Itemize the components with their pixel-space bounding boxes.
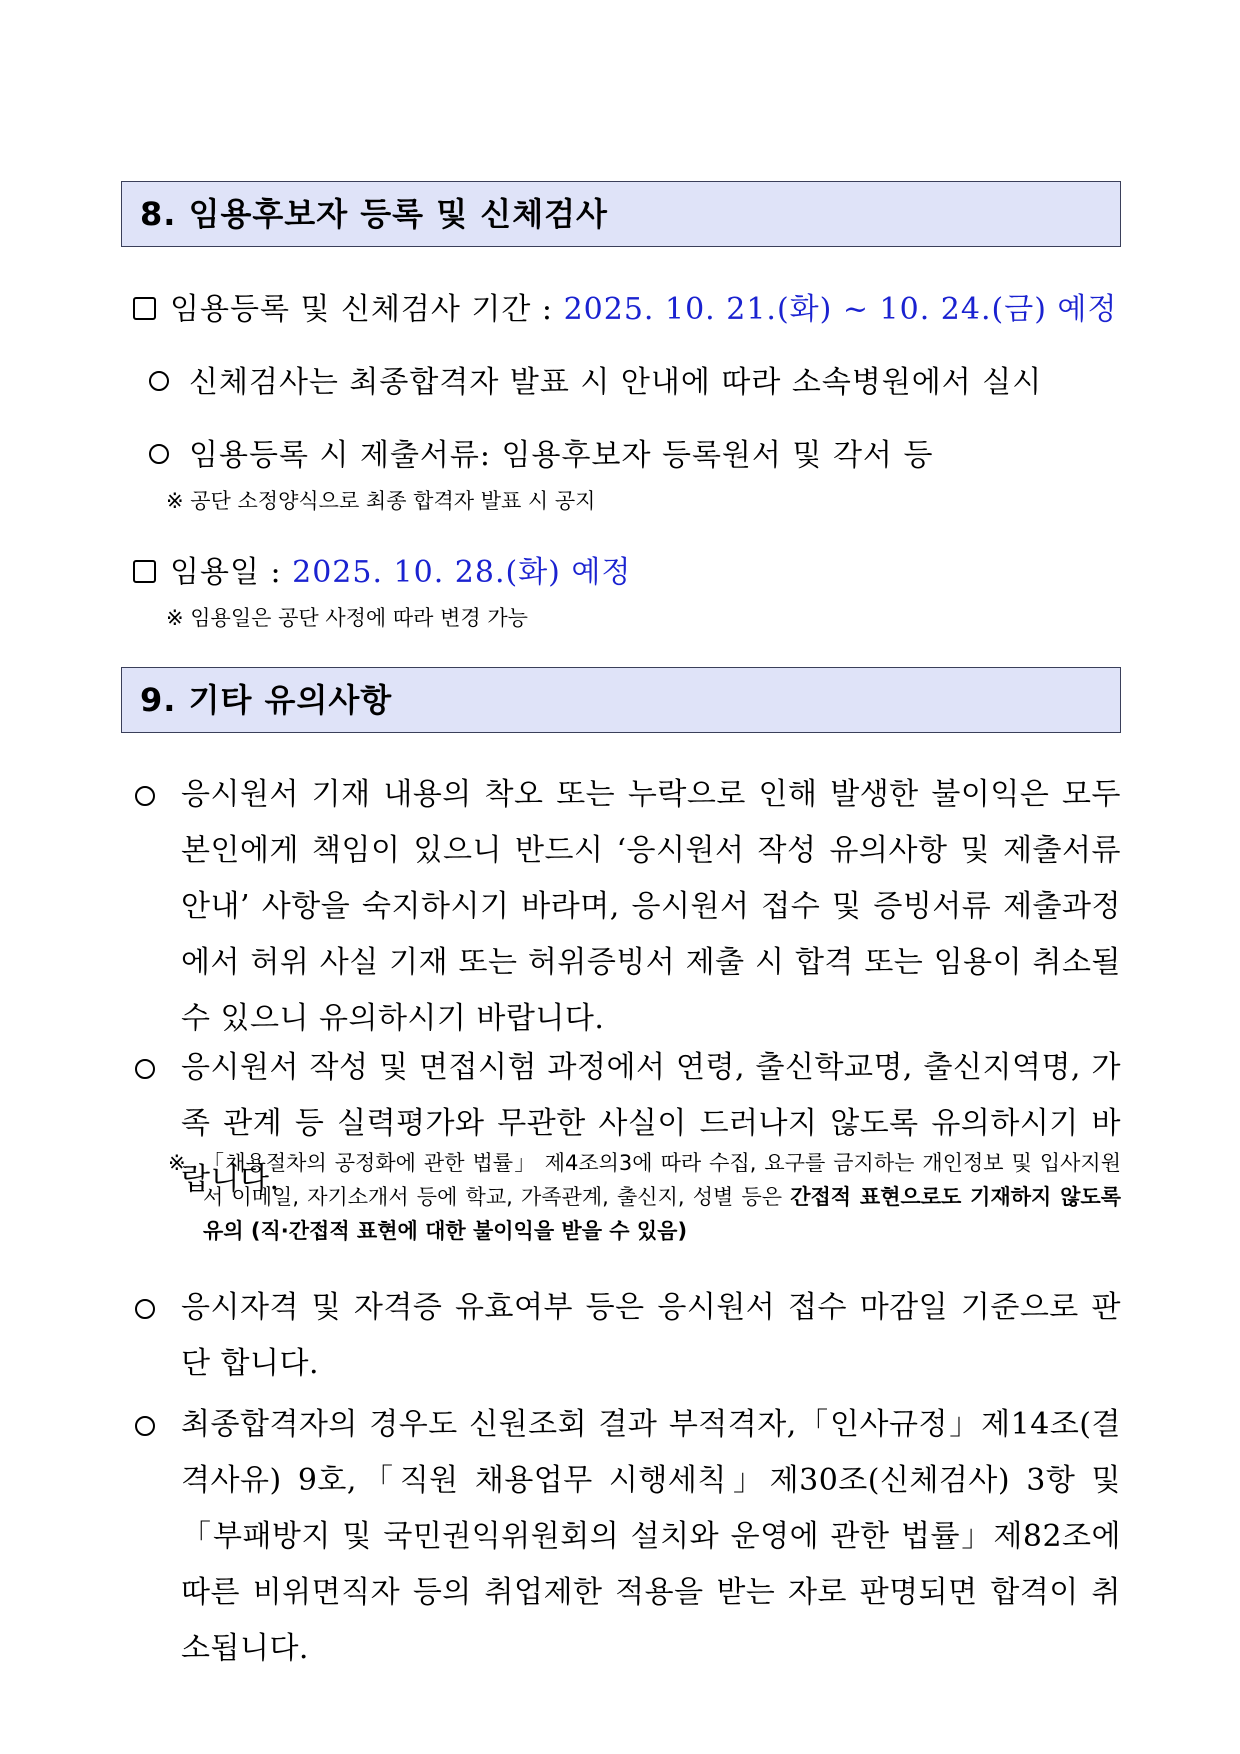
section-9-title: 9. 기타 유의사항 [140, 681, 393, 719]
period-label: 임용등록 및 신체검사 기간 : [170, 292, 564, 327]
notice-paragraph-4 [181, 1397, 1121, 1677]
appointment-period-item [133, 284, 1117, 328]
circle-bullet-icon [135, 1416, 155, 1436]
physical-exam-text: 신체검사는 최종합격자 발표 시 안내에 따라 소속병원에서 실시 [189, 365, 1043, 400]
square-bullet-icon [133, 297, 156, 320]
circle-bullet-icon [135, 1059, 155, 1079]
circle-bullet-icon [135, 786, 155, 806]
note-normal-text: 「채용절차의 공정화에 관한 법률」 제4조의3에 따라 수집, 요구를 금지하는 개인정보 및 입사지원서 이메일, 자기소개서 등에 학교, 가족관계, 출신지, 성별 등은 [203, 1151, 1121, 1209]
section-9-heading [121, 667, 1121, 733]
section-8-title: 8. 임용후보자 등록 및 신체검사 [140, 195, 608, 233]
notice-paragraph-3 [181, 1280, 1121, 1392]
circle-bullet-icon [135, 1299, 155, 1319]
documents-text: 임용등록 시 제출서류: 임용후보자 등록원서 및 각서 등 [189, 438, 934, 473]
physical-exam-item [149, 357, 1042, 401]
appointment-date-item [133, 547, 631, 591]
documents-item [149, 430, 933, 474]
appointment-label: 임용일 : [170, 555, 293, 590]
square-bullet-icon [133, 560, 156, 583]
period-value: 2025. 10. 21.(화) ~ 10. 24.(금) 예정 [563, 292, 1118, 327]
notice-note [168, 1146, 1121, 1248]
notice-text-3: 응시자격 및 자격증 유효여부 등은 응시원서 접수 마감일 기준으로 판단 합니다. [181, 1290, 1121, 1381]
circle-bullet-icon [149, 444, 169, 464]
section-8-heading [121, 181, 1121, 247]
circle-bullet-icon [149, 371, 169, 391]
note-mark: ※ [168, 1151, 186, 1175]
notice-text-1: 응시원서 기재 내용의 착오 또는 누락으로 인해 발생한 불이익은 모두 본인에게 책임이 있으니 반드시 ‘응시원서 작성 유의사항 및 제출서류 안내’ 사항을 숙지하시기 바라며, 응시원서 접수 및 증빙서류 제출과정에서 허위 사실 기재 또는 허위증빙서 제출 시 합격 또는 임용이 취소될 수 있으니 유의하시기 바랍니다. [181, 777, 1121, 1036]
notice-paragraph-1 [181, 767, 1121, 1047]
notice-text-2: 응시원서 작성 및 면접시험 과정에서 연령, 출신학교명, 출신지역명, 가족 관계 등 실력평가와 무관한 사실이 드러나지 않도록 유의하시기 바랍니다. [181, 1050, 1121, 1197]
notice-text-4: 최종합격자의 경우도 신원조회 결과 부적격자,「인사규정」제14조(결격사유) 9호,「직원 채용업무 시행세칙」제30조(신체검사) 3항 및「부패방지 및 국민권익위원회의 설치와 운영에 관한 법률」제82조에 따른 비위면직자 등의 취업제한 적용을 받는 자로 판명되면 합격이 취소됩니다. [181, 1407, 1121, 1666]
appointment-note: ※ 임용일은 공단 사정에 따라 변경 가능 [166, 606, 528, 630]
appointment-value: 2025. 10. 28.(화) 예정 [292, 555, 632, 590]
documents-note: ※ 공단 소정양식으로 최종 합격자 발표 시 공지 [166, 489, 596, 513]
note-bold-text: 간접적 표현으로도 기재하지 않도록 유의 (직·간접적 표현에 대한 불이익을 받을 수 있음) [203, 1185, 1121, 1243]
